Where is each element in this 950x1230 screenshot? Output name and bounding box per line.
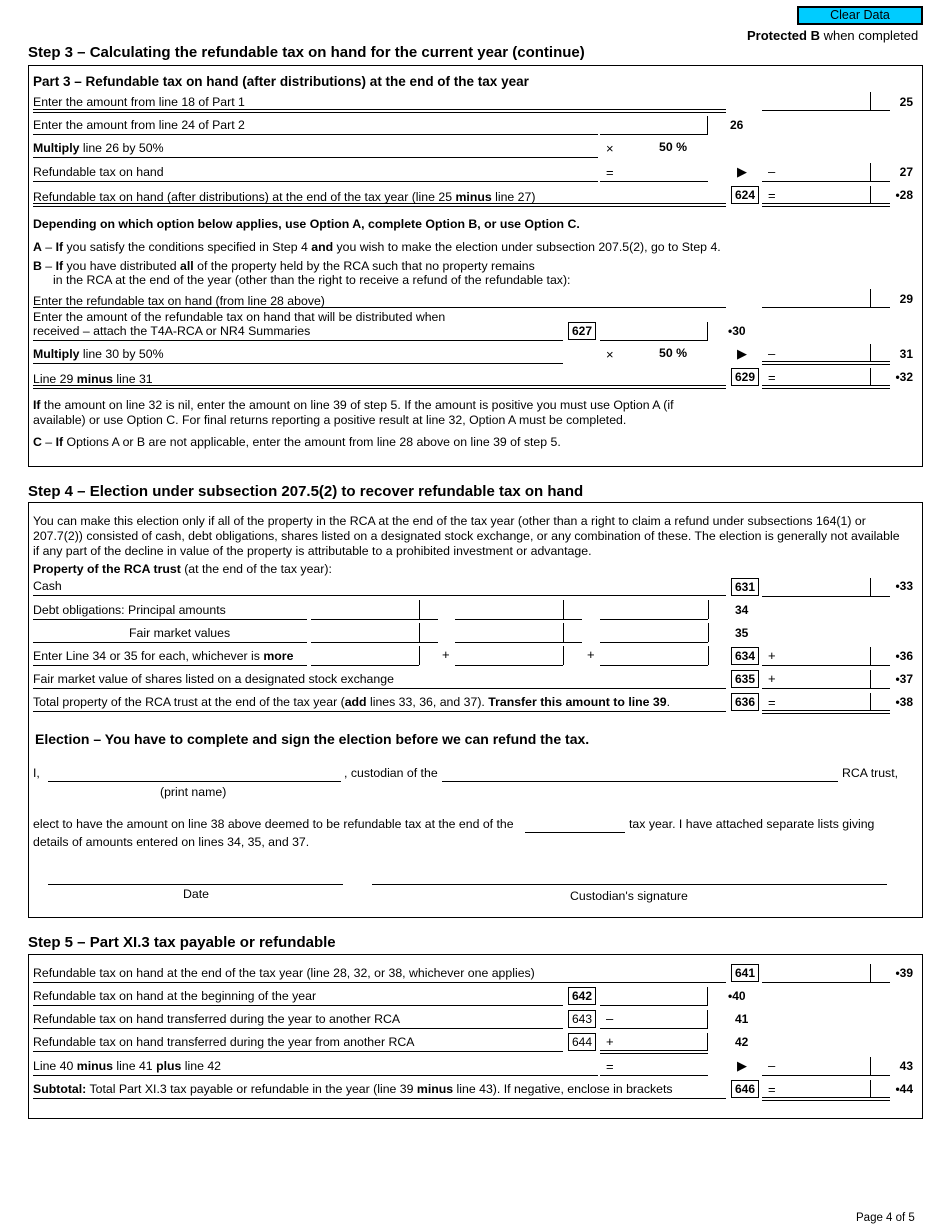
line26-label: Enter the amount from line 24 of Part 2: [33, 118, 245, 132]
field-code-643: 643: [568, 1010, 596, 1028]
line30-number: •30: [728, 324, 746, 338]
line30-label-2: received – attach the T4A-RCA or NR4 Summaries: [33, 324, 311, 338]
line39-label: Refundable tax on hand at the end of the tax year (line 28, 32, or 38, whichever one applies): [33, 966, 535, 980]
line32-label: Line 29 minus line 31: [33, 372, 153, 386]
line26-number: 26: [730, 118, 744, 132]
election-title: Election – You have to complete and sign the election before we can refund the tax.: [35, 731, 590, 747]
plus-sign: +: [768, 671, 776, 686]
line36-label: Enter Line 34 or 35 for each, whichever is more: [33, 649, 294, 663]
line44-number: •44: [895, 1082, 913, 1096]
line44-input[interactable]: [762, 1080, 870, 1098]
field-code-634: 634: [731, 647, 759, 665]
options-intro: Depending on which option below applies, use Option A, complete Option B, or use Option C.: [33, 217, 580, 231]
minus-sign: –: [768, 346, 776, 361]
line34-input-3[interactable]: [600, 600, 708, 618]
line37-label: Fair market value of shares listed on a designated stock exchange: [33, 672, 394, 686]
print-name-caption: (print name): [160, 785, 227, 799]
times-sign: ×: [606, 347, 614, 362]
option-c-text: C – If Options A or B are not applicable, enter the amount from line 28 above on line 39 of step 5.: [33, 435, 561, 449]
debt-principal-label: Debt obligations: Principal amounts: [33, 603, 226, 617]
rca-trust-name-input[interactable]: [442, 762, 838, 780]
line38-label: Total property of the RCA trust at the end of the tax year (add lines 33, 36, and 37). Transfer this amount to line 39.: [33, 695, 671, 709]
times-sign: ×: [606, 141, 614, 156]
field-code-644: 644: [568, 1033, 596, 1051]
custodian-of-label: , custodian of the: [344, 766, 438, 780]
step4-title: Step 4 – Election under subsection 207.5(2) to recover refundable tax on hand: [28, 483, 584, 500]
line43-calc-input[interactable]: [600, 1057, 706, 1075]
step3-title: Step 3 – Calculating the refundable tax on hand for the current year (continue): [28, 44, 585, 61]
equals-sign: =: [768, 370, 776, 385]
line28-input[interactable]: [762, 186, 870, 204]
minus-sign: –: [768, 164, 776, 179]
fifty-percent: 50 %: [659, 140, 688, 154]
rca-trust-label: RCA trust,: [842, 766, 899, 780]
line39-number: •39: [895, 966, 913, 980]
plus-sign: +: [768, 648, 776, 663]
equals-sign: =: [606, 165, 614, 180]
line34-input-2[interactable]: [455, 600, 563, 618]
step4-intro: You can make this election only if all of the property in the RCA at the end of the tax year (other than a right to claim a refund under subsections 164(1) or 207.7(2)) consisted of cash, debt obligations, shares listed on a designated stock exchange, or any combination of these. The election is generally not available if any part of the decline in value of the property is attributable to a prohibited investment or advantage.: [33, 514, 900, 558]
fair-market-values-label: Fair market values: [129, 626, 231, 640]
minus-sign: –: [606, 1011, 614, 1026]
field-code-631: 631: [731, 578, 759, 596]
property-heading: Property of the RCA trust (at the end of the tax year):: [33, 562, 332, 576]
line33-number: •33: [895, 579, 913, 593]
line37-input[interactable]: [762, 670, 870, 688]
field-code-641: 641: [731, 964, 759, 982]
line40-label: Refundable tax on hand at the beginning of the year: [33, 989, 317, 1003]
minus-sign: –: [768, 1058, 776, 1073]
line36-input[interactable]: [762, 647, 870, 665]
option-b-text: B – If you have distributed all of the property held by the RCA such that no property remains: [33, 259, 535, 273]
line31-number: 31: [899, 347, 913, 361]
clear-data-button[interactable]: Clear Data: [797, 6, 923, 25]
line27-calc-input[interactable]: [600, 163, 706, 181]
election-i: I,: [33, 766, 40, 780]
line36-number: •36: [895, 649, 913, 663]
tax-year-input[interactable]: [525, 814, 625, 832]
line39-input[interactable]: [762, 964, 870, 982]
date-input[interactable]: [48, 866, 343, 884]
elect-text-b: tax year. I have attached separate lists giving: [629, 817, 875, 831]
line34-input-1[interactable]: [311, 600, 419, 618]
line29-input[interactable]: [762, 289, 870, 307]
line29-label: Enter the refundable tax on hand (from line 28 above): [33, 294, 325, 308]
line29-number: 29: [899, 292, 913, 306]
line36-input-2[interactable]: [455, 646, 563, 664]
line27-number: 27: [899, 165, 913, 179]
arrow-right-icon: ▶: [737, 164, 747, 179]
line42-label: Refundable tax on hand transferred during the year from another RCA: [33, 1035, 415, 1049]
equals-sign: =: [768, 188, 776, 203]
line27-input[interactable]: [762, 163, 870, 181]
signature-caption: Custodian's signature: [570, 889, 688, 903]
line31-label: Multiply line 30 by 50%: [33, 347, 164, 361]
line38-input[interactable]: [762, 693, 870, 711]
field-code-627: 627: [568, 322, 596, 340]
line26-input[interactable]: [600, 116, 706, 134]
line30-label: Enter the amount of the refundable tax on hand that will be distributed when: [33, 310, 446, 324]
line30-input[interactable]: [600, 322, 706, 340]
field-code-642: 642: [568, 987, 596, 1005]
cash-label: Cash: [33, 579, 62, 593]
line37-number: •37: [895, 672, 913, 686]
line25-number: 25: [899, 95, 913, 109]
line38-number: •38: [895, 695, 913, 709]
line28-number: •28: [895, 188, 913, 202]
line32-input[interactable]: [762, 368, 870, 386]
line32-note: If the amount on line 32 is nil, enter the amount on line 39 of step 5. If the amount is positive you must use Option A (if available) or use Option C. For final returns reporting a positive result at line 32, Option A must be completed.: [33, 398, 674, 427]
line40-input[interactable]: [600, 987, 706, 1005]
field-code-629: 629: [731, 368, 759, 386]
protected-b-label: Protected B when completed: [747, 28, 919, 43]
line33-input[interactable]: [762, 578, 870, 596]
arrow-right-icon: ▶: [737, 346, 747, 361]
line35-input-1[interactable]: [311, 623, 419, 641]
option-b-text-2: in the RCA at the end of the year (other than the right to receive a refund of the refundable tax):: [53, 273, 571, 287]
line41-label: Refundable tax on hand transferred during the year to another RCA: [33, 1012, 401, 1026]
line43-label: Line 40 minus line 41 plus line 42: [33, 1059, 221, 1073]
line36-input-3[interactable]: [600, 646, 708, 664]
plus-sign: +: [587, 647, 595, 662]
elect-text-2: details of amounts entered on lines 34, 35, and 37.: [33, 835, 310, 849]
equals-sign: =: [768, 1082, 776, 1097]
line25-label: Enter the amount from line 18 of Part 1: [33, 95, 245, 109]
line42-input[interactable]: [600, 1033, 706, 1051]
line42-number: 42: [735, 1035, 749, 1049]
line35-input-3[interactable]: [600, 623, 708, 641]
elect-text: elect to have the amount on line 38 above deemed to be refundable tax at the end of the: [33, 817, 514, 831]
equals-sign: =: [768, 695, 776, 710]
line44-label: Subtotal: Total Part XI.3 tax payable or refundable in the year (line 39 minus line 43). If negative, enclose in brackets: [33, 1082, 673, 1096]
step5-title: Step 5 – Part XI.3 tax payable or refundable: [28, 934, 336, 951]
line31-input[interactable]: [762, 344, 870, 362]
arrow-right-icon: ▶: [737, 1058, 747, 1073]
line41-number: 41: [735, 1012, 749, 1026]
field-code-624: 624: [731, 186, 759, 204]
field-code-646: 646: [731, 1080, 759, 1098]
line40-number: •40: [728, 989, 746, 1003]
line27-label: Refundable tax on hand: [33, 165, 164, 179]
line25-input[interactable]: [762, 92, 870, 110]
line35-input-2[interactable]: [455, 623, 563, 641]
option-a-text: A – If you satisfy the conditions specified in Step 4 and you wish to make the election under subsection 207.5(2), go to Step 4.: [33, 240, 721, 254]
line32-number: •32: [895, 370, 913, 384]
line34-number: 34: [735, 603, 749, 617]
equals-sign: =: [606, 1059, 614, 1074]
date-caption: Date: [183, 887, 209, 901]
line28-label: Refundable tax on hand (after distributions) at the end of the tax year (line 25 minus line 27): [33, 190, 536, 204]
line35-number: 35: [735, 626, 749, 640]
line43-input[interactable]: [762, 1057, 870, 1075]
plus-sign: +: [606, 1034, 614, 1049]
signature-input[interactable]: [372, 866, 887, 884]
part3-title: Part 3 – Refundable tax on hand (after distributions) at the end of the tax year: [33, 74, 529, 89]
field-code-635: 635: [731, 670, 759, 688]
line36-input-1[interactable]: [311, 646, 419, 664]
custodian-name-input[interactable]: [48, 762, 341, 780]
multiply-line26-label: Multiply line 26 by 50%: [33, 141, 164, 155]
plus-sign: +: [442, 647, 450, 662]
fifty-percent: 50 %: [659, 346, 688, 360]
line43-number: 43: [899, 1059, 913, 1073]
line41-input[interactable]: [600, 1010, 706, 1028]
page-number: Page 4 of 5: [856, 1212, 915, 1224]
field-code-636: 636: [731, 693, 759, 711]
